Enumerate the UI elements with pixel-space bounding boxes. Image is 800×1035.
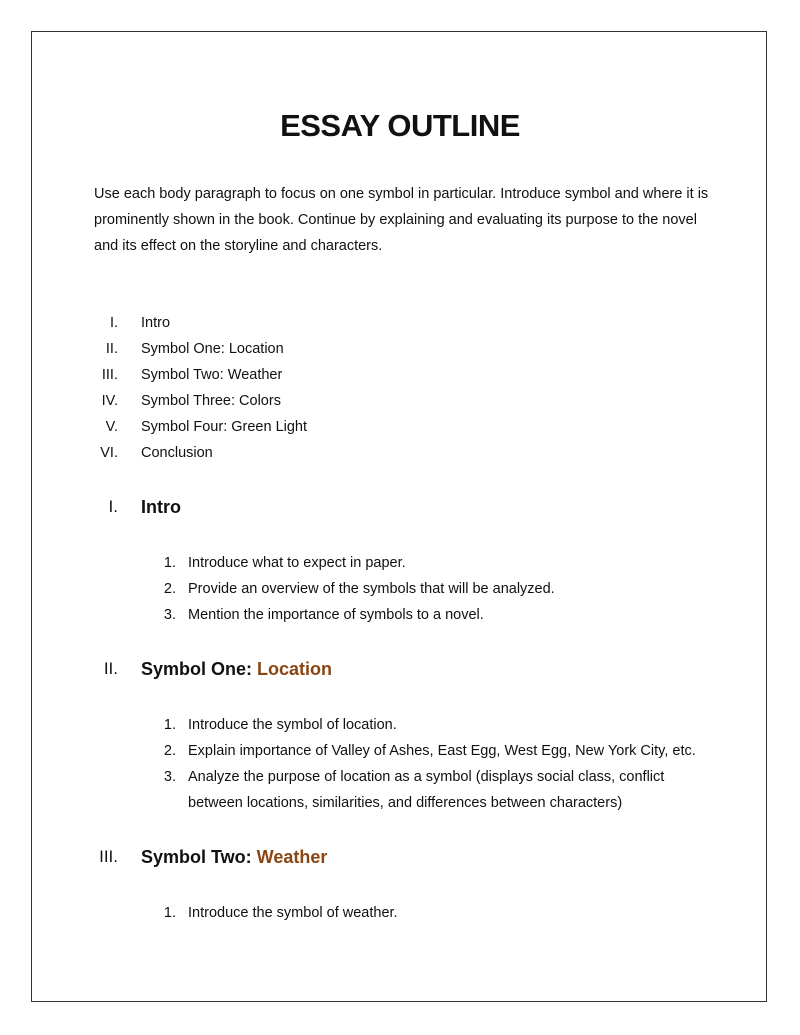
section-title-prefix: Symbol Two: xyxy=(141,847,257,867)
section-weather xyxy=(0,842,800,926)
list-item-number: IV. xyxy=(101,393,118,409)
list-item-label: Symbol Two: Weather xyxy=(141,367,283,383)
list-item-text: Introduce what to expect in paper. xyxy=(188,555,406,571)
document-title: ESSAY OUTLINE xyxy=(280,108,520,143)
list-item-number: 3. xyxy=(163,769,176,785)
section-heading xyxy=(0,492,800,522)
sub-list xyxy=(0,900,800,926)
list-item-text: Analyze the purpose of location as a symbol (displays social class, conflict between locations, similarities, and differences between characters) xyxy=(188,769,665,811)
list-item-number: III. xyxy=(101,367,118,383)
intro-paragraph: Use each body paragraph to focus on one symbol in particular. Introduce symbol and where it is prominently shown in the book. Continue by explaining and evaluating its purpose to the novel and its effect on the storyline and characters. xyxy=(94,186,709,254)
list-item-label: Conclusion xyxy=(141,445,213,461)
list-item xyxy=(0,900,800,926)
list-item-number: V. xyxy=(105,419,118,435)
section-title-accent: Location xyxy=(257,659,333,679)
list-item xyxy=(0,440,800,466)
section-title xyxy=(141,842,327,872)
list-item xyxy=(0,712,800,738)
list-item-number: 2. xyxy=(163,581,176,597)
sub-list xyxy=(0,712,800,816)
list-item-text: Provide an overview of the symbols that will be analyzed. xyxy=(188,581,555,597)
list-item xyxy=(0,336,800,362)
list-item-text: Introduce the symbol of weather. xyxy=(188,905,398,921)
list-item xyxy=(0,738,800,764)
section-title-prefix: Intro xyxy=(141,497,181,517)
list-item-number: 3. xyxy=(163,607,176,623)
list-item-text: Introduce the symbol of location. xyxy=(188,717,397,733)
section-title xyxy=(141,654,332,684)
list-item-number: 1. xyxy=(163,555,176,571)
list-item xyxy=(0,362,800,388)
sub-list xyxy=(0,550,800,628)
section-intro xyxy=(0,492,800,628)
list-item-number: I. xyxy=(109,315,118,331)
list-item xyxy=(0,602,800,628)
list-item xyxy=(0,414,800,440)
section-heading xyxy=(0,654,800,684)
section-title xyxy=(141,492,181,522)
section-heading xyxy=(0,842,800,872)
list-item xyxy=(0,310,800,336)
outline-summary-list xyxy=(0,310,800,466)
list-item xyxy=(0,388,800,414)
list-item-label: Symbol One: Location xyxy=(141,341,284,357)
list-item-number: 1. xyxy=(163,905,176,921)
list-item-number: 1. xyxy=(163,717,176,733)
list-item xyxy=(0,764,800,816)
list-item xyxy=(0,576,800,602)
list-item-number: 2. xyxy=(163,743,176,759)
list-item-label: Symbol Four: Green Light xyxy=(141,419,308,435)
list-item-text: Explain importance of Valley of Ashes, East Egg, West Egg, New York City, etc. xyxy=(188,743,696,759)
section-title-prefix: Symbol One: xyxy=(141,659,258,679)
list-item-number: VI. xyxy=(100,445,118,461)
list-item-number: II. xyxy=(105,341,118,357)
section-number: II. xyxy=(103,659,118,678)
list-item xyxy=(0,550,800,576)
section-location xyxy=(0,654,800,816)
list-item-label: Intro xyxy=(141,315,171,331)
section-number: I. xyxy=(108,497,118,516)
section-number: III. xyxy=(99,847,118,866)
list-item-label: Symbol Three: Colors xyxy=(141,393,281,409)
list-item-text: Mention the importance of symbols to a novel. xyxy=(188,607,484,623)
section-title-accent: Weather xyxy=(256,847,328,867)
